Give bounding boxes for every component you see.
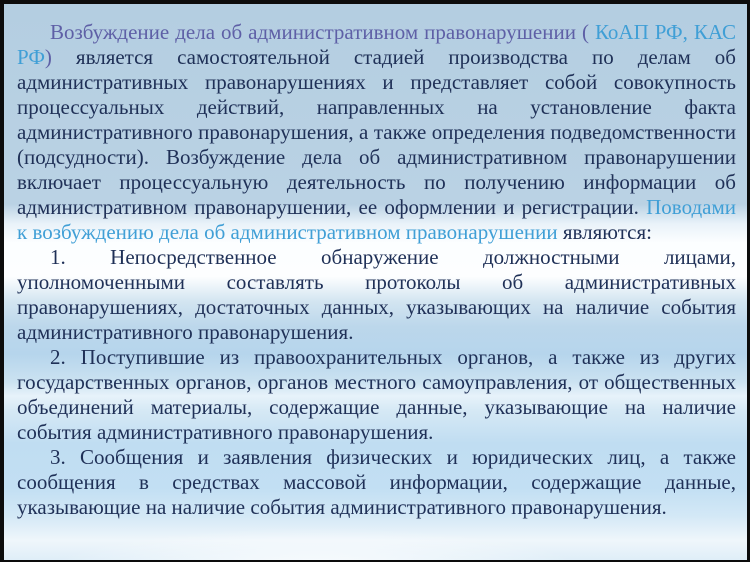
topic-title-run: Возбуждение дела об административном правонарушении ( [50, 20, 595, 44]
intro-paragraph [17, 20, 736, 245]
topic-title-run: ) [44, 45, 76, 69]
reason-2-text: 2. Поступившие из правоохранительных органов, а также из других государственных органов, органов местного самоуправления, от общественных объединений материалы, содержащие данные, указывающие на наличие события административного правонарушения. [17, 345, 736, 444]
presentation-slide [4, 4, 747, 560]
body-text-run: являются: [557, 220, 652, 244]
slide-text-block [4, 4, 747, 520]
reason-item-2 [17, 345, 736, 445]
link-povody-vozbuzhdeniya[interactable]: Поводами к возбуждению дела об административном правонарушении [17, 195, 736, 244]
reason-item-3 [17, 445, 736, 520]
link-koap-kas-rf[interactable]: КоАП РФ, КАС РФ [17, 20, 736, 69]
body-text-run: является самостоятельной стадией производства по делам об административных правонарушениях и представляет собой совокупность процессуальных действий, направленных на установление факта административного правонарушения, а также определения подведомственности (подсудности). Возбуждение дела об административном правонарушении включает процессуальную деятельность по получению информации об административном правонарушении, ее оформлении и регистрации. [17, 45, 736, 219]
reason-3-text: 3. Сообщения и заявления физических и юридических лиц, а также сообщения в средствах массовой информации, содержащие данные, указывающие на наличие события административного правонарушения. [17, 445, 736, 519]
reason-1-text: 1. Непосредственное обнаружение должностными лицами, уполномоченными составлять протоколы об административных правонарушениях, достаточных данных, указывающих на наличие события административного правонарушения. [17, 245, 736, 344]
reason-item-1 [17, 245, 736, 345]
